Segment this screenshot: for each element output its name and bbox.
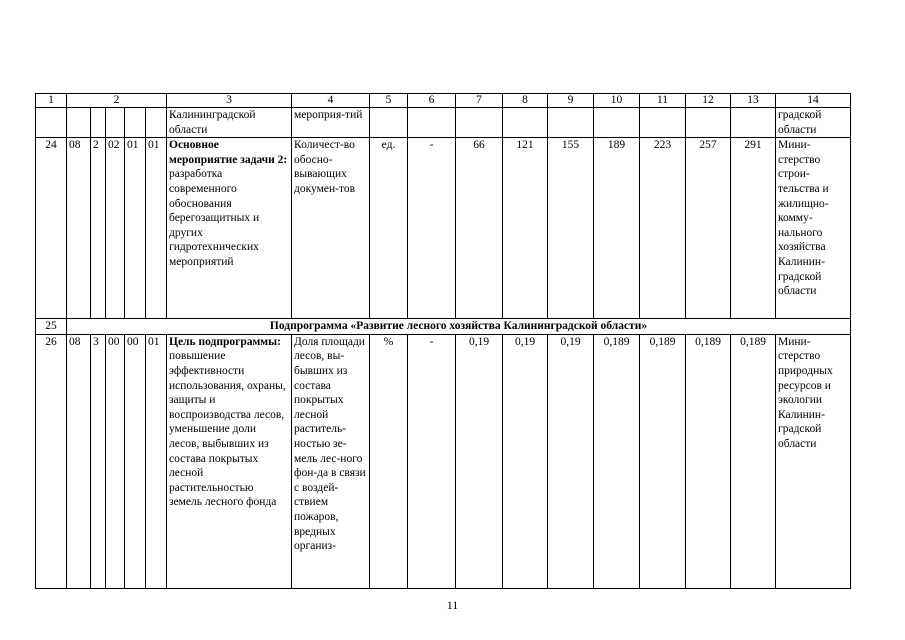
base-value-cell: - xyxy=(408,138,456,319)
col-header-10: 10 xyxy=(594,94,640,108)
indicator-cell: Доля площади лесов, вы-бывших из состава покрытых лесной раститель-ностью зе-мель лес-ного фон-да в связи с воздей-ствием пожаров, вредных организ- xyxy=(292,334,370,588)
table-row xyxy=(36,138,851,319)
unit-cell: % xyxy=(370,334,408,588)
value-cell: 66 xyxy=(456,138,503,319)
value-cell: 155 xyxy=(548,138,594,319)
col-header-2: 2 xyxy=(67,94,167,108)
subprogram-title: Подпрограмма «Развитие лесного хозяйства Калининградской области» xyxy=(67,319,851,335)
value-cell: 0,189 xyxy=(731,334,776,588)
responsible-cell: Мини-стерство строи-тельства и жилищно-комму-нального хозяйства Калинин-градской области xyxy=(776,138,851,319)
row-number: 24 xyxy=(36,138,67,319)
code-cell: 08 xyxy=(67,334,91,588)
col-header-6: 6 xyxy=(408,94,456,108)
value-cell: 0,189 xyxy=(640,334,686,588)
code-cell: 01 xyxy=(125,138,146,319)
col-header-8: 8 xyxy=(503,94,548,108)
code-cell: 3 xyxy=(91,334,106,588)
value-cell: 0,189 xyxy=(594,334,640,588)
code-cell: 01 xyxy=(146,138,167,319)
cont-name-cell: Калининградской области xyxy=(167,108,292,138)
col-header-12: 12 xyxy=(686,94,731,108)
continuation-row xyxy=(36,108,851,138)
value-cell: 0,19 xyxy=(548,334,594,588)
col-header-7: 7 xyxy=(456,94,503,108)
code-cell: 00 xyxy=(125,334,146,588)
measure-name-bold: Основное мероприятие задачи 2: xyxy=(169,139,288,166)
code-cell: 02 xyxy=(106,138,125,319)
value-cell: 0,19 xyxy=(456,334,503,588)
indicator-cell: Количест-во обосно-вывающих докумен-тов xyxy=(292,138,370,319)
base-value-cell: - xyxy=(408,334,456,588)
code-cell: 08 xyxy=(67,138,91,319)
section-row xyxy=(36,319,851,335)
column-number-row xyxy=(36,94,851,108)
page-number: 11 xyxy=(446,598,459,612)
code-cell: 00 xyxy=(106,334,125,588)
col-header-3: 3 xyxy=(167,94,292,108)
col-header-9: 9 xyxy=(548,94,594,108)
code-cell: 01 xyxy=(146,334,167,588)
goal-name-text: повышение эффективности использования, охраны, защиты и воспроизводства лесов, уменьшение доли лесов, выбывших из состава покрытых лесной растительностью земель лесного фонда xyxy=(169,350,286,509)
cont-indicator-cell: мероприя-тий xyxy=(292,108,370,138)
cont-responsible-cell: градской области xyxy=(776,108,851,138)
col-header-4: 4 xyxy=(292,94,370,108)
row-number: 26 xyxy=(36,334,67,588)
goal-name-bold: Цель подпрограммы: xyxy=(169,335,281,348)
col-header-5: 5 xyxy=(370,94,408,108)
goal-name-cell xyxy=(167,334,292,588)
table-row xyxy=(36,334,851,588)
value-cell: 257 xyxy=(686,138,731,319)
value-cell: 121 xyxy=(503,138,548,319)
value-cell: 189 xyxy=(594,138,640,319)
value-cell: 291 xyxy=(731,138,776,319)
col-header-13: 13 xyxy=(731,94,776,108)
measure-name-cell xyxy=(167,138,292,319)
code-cell: 2 xyxy=(91,138,106,319)
row-number: 25 xyxy=(36,319,67,335)
unit-cell: ед. xyxy=(370,138,408,319)
col-header-14: 14 xyxy=(776,94,851,108)
measure-name-text: разработка современного обоснования берегозащитных и других гидротехнических мероприятий xyxy=(169,168,260,268)
col-header-1: 1 xyxy=(36,94,67,108)
value-cell: 223 xyxy=(640,138,686,319)
responsible-cell: Мини-стерство природных ресурсов и экологии Калинин-градской области xyxy=(776,334,851,588)
value-cell: 0,189 xyxy=(686,334,731,588)
value-cell: 0,19 xyxy=(503,334,548,588)
col-header-11: 11 xyxy=(640,94,686,108)
indicators-table xyxy=(35,93,851,589)
